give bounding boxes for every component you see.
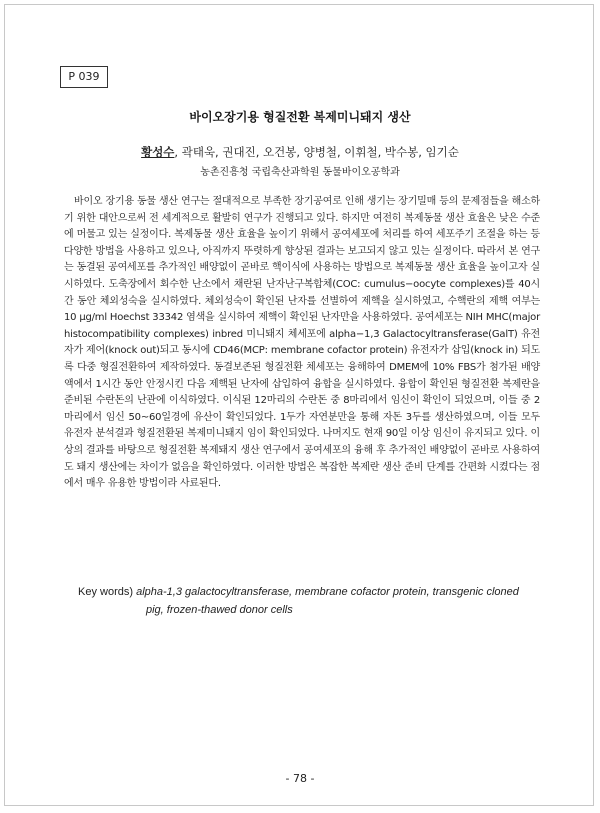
keywords-line-1: alpha-1,3 galactocyltransferase, membrane cofactor protein, transgenic cloned	[136, 586, 519, 598]
keywords-line-2: pig, frozen-thawed donor cells	[146, 604, 293, 616]
affiliation: 농촌진흥청 국립축산과학원 동물바이오공학과	[200, 167, 400, 178]
page-number: - 78 -	[285, 772, 315, 785]
presenting-author: 황성수	[141, 145, 175, 159]
keywords-label: Key words)	[78, 586, 134, 598]
paper-title: 바이오장기용 형질전환 복제미니돼지 생산	[189, 110, 411, 124]
co-authors: , 곽태욱, 권대진, 오건봉, 양병철, 이휘철, 박수봉, 임기순	[174, 145, 459, 159]
author-list	[0, 144, 600, 160]
abstract-body: 바이오 장기용 동물 생산 연구는 절대적으로 부족한 장기공여로 인해 생기는 장기밀매 등의 문제점들을 해소하기 위한 대안으로써 전 세계적으로 활발히 연구가 진행되고 있다. 하지만 여전히 복제동물 생산 효율은 낮은 수준에 머물고 있는 실정이다. 복제동물 생산 효율을 높이기 위해서 공여세포에 처리를 하여 세포주기 조절을 하는 등 다양한 방법을 사용하고 있으나, 아직까지 뚜렷하게 향상된 결과는 보고되지 않고 있는 실정이다. 따라서 본 연구는 동결된 공여세포를 추가적인 배양없이 곧바로 핵이식에 사용하는 방법으로 복제동물 생산 효율을 높이고자 실시하였다. 도축장에서 회수한 난소에서 채란된 난자난구복합체(COC: cumulus−oocyte complexes)를 40시간 동안 체외성숙을 실시하였다. 체외성숙이 확인된 난자를 선별하여 제핵을 실시하였고, 수핵란의 제핵 여부는 10 μg/ml Hoechst 33342 염색을 실시하여 제핵이 확인된 난자만을 사용하였다. 공여세포는 NIH MHC(major histocompatibility complexes) inbred 미니돼지 체세포에 alpha−1,3 Galactocyltransferase(GalT) 유전자가 제어(knock out)되고 동시에 CD46(MCP: membrane cofactor protein) 유전자가 삽입(knock in) 되도록 다중 형질전환하여 제작하였다. 동결보존된 형질전환 체세포는 융해하여 DMEM에 10% FBS가 첨가된 배양액에서 1시간 동안 안정시킨 다음 제핵된 난자에 삽입하여 융합을 실시하였다. 융합이 확인된 형질전환 복제란을 준비된 수란돈의 난관에 이식하였다. 이식된 12마리의 수란돈 중 8마리에서 임신이 확인이 되었으며, 이들 중 2마리에서 임신 50~60일경에 유산이 확인되었다. 1두가 자연분만을 통해 자돈 3두를 생산하였으며, 이들 모두 유전자 분석결과 형질전환된 복제미니돼지 임이 확인되었다. 나머지도 현재 90일 이상 임신이 유지되고 있다. 이상의 결과를 바탕으로 형질전환 복제돼지 생산 연구에서 공여세포의 융해 후 추가적인 배양없이 곧바로 사용하여도 돼지 생산에는 차이가 없음을 확인하였다. 이러한 방법은 복잡한 복제란 생산 준비 단계를 간편화 시켰다는 점에서 매우 유용한 방법이라 사료된다.	[64, 196, 540, 490]
abstract-code-badge: P 039	[60, 66, 108, 88]
keywords-block	[78, 583, 548, 619]
